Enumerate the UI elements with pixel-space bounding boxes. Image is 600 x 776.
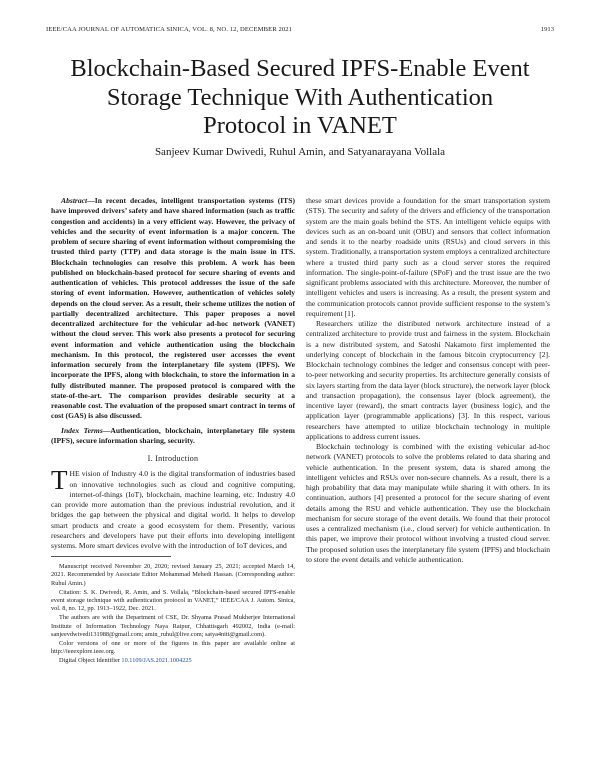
- body-paragraph: Researchers utilize the distributed network architecture instead of a centralized architecture to provide trust and fairness in the system. Blockchain is a new distributed system, and Satoshi Nakamoto first implemented the underlying concept of blockchain in the famous bitcoin cryptocurrency [2]. Blockchain technology combines the ledger and consensus concept with peer-to-peer networking and security properties. Its architecture generally consists of six layers starting from the data layer (block structure), the network layer (block and transaction propagation), the consensus layer (block agreement), the incentive layer (reward), the smart contracts layer (business logic), and the application layer (programmable applications) [3]. In this respect, various researchers have attempted to utilize blockchain technology in multiple applications to address current issues.: [306, 319, 550, 441]
- drop-cap: T: [51, 465, 68, 496]
- doi-label: Digital Object Identifier: [59, 657, 122, 665]
- body-paragraph: Blockchain technology is combined with the existing vehicular ad-hoc network (VANET) protocols to solve the problems related to data sharing and vehicle authentication. In the present system, data is shared among the intelligent vehicles and RSUs over non-secure channels. As a result, there is a high probability that data may manipulate while sharing it with others. In its continuation, authors [4] presented a protocol for the secure sharing of event details among the RSU and vehicle authentication. They use the blockchain mechanism for secure storage of the event details. We found that their protocol uses a centralized mechanism (i.e., cloud server) for vehicle authentication. In this paper, we improve their protocol without involving a trusted cloud server. The proposed solution uses the interplanetary file system (IPFS) and blockchain to store the event details and vehicle authentication.: [306, 442, 550, 564]
- index-terms-lead: Index Terms: [61, 425, 103, 435]
- abstract-lead: Abstract: [61, 196, 88, 205]
- right-column: [306, 196, 550, 565]
- running-header: [46, 26, 554, 36]
- doi-link[interactable]: 10.1109/JAS.2021.1004225: [121, 657, 192, 665]
- paper-title: [40, 55, 560, 141]
- footnote-affiliation: The authors are with the Department of CSE, Dr. Shyama Prasad Mukherjee International Institute of Information Technology Naya Raipur, Chhattisgarh 492002, India (e-mail: sanjeevdwivedi131988@gmail.com; amin_ruhul@live.com; satya4nitt@gmail.com).: [51, 614, 295, 638]
- title-line: Blockchain-Based Secured IPFS-Enable Event: [70, 55, 530, 82]
- title-line: Storage Technique With Authentication: [106, 83, 494, 111]
- footnote-doi: [51, 657, 295, 665]
- title-line: Protocol in VANET: [203, 112, 397, 139]
- section-heading: I. Introduction: [147, 454, 199, 463]
- intro-text: HE vision of Industry 4.0 is the digital transformation of industries based on innovative technologies such as cloud and cognitive computing, internet-of-things (IoT), blockchain, machine learning, etc. Industry 4.0 can provide more automation than the previous industrial revolution, and it bridges the gap between the physical and digital world. It helps to develop smart products and create a good ecosystem for them. Presently, various researchers and developers have put their efforts into developing intelligent systems. More smart devices evolve with the introduction of IoT devices, and: [51, 469, 295, 550]
- footnote-citation: Citation: S. K. Dwivedi, R. Amin, and S. Vollala, “Blockchain-based secured IPFS-enable event storage technique with authentication protocol in VANET,” IEEE/CAA J. Autom. Sinica, vol. 8, no. 12, pp. 1913–1922, Dec. 2021.: [51, 588, 295, 613]
- footnote-received: Manuscript received November 20, 2020; revised January 25, 2021; accepted March 14, 2021. Recommended by Associate Editor Mohammad Mehedi Hassan. (Corresponding author: Ruhul Amin.): [51, 563, 295, 587]
- index-terms: [51, 426, 295, 447]
- intro-paragraph: [51, 465, 295, 551]
- body-paragraph: these smart devices provide a foundation for the smart transportation system (STS). The security and safety of the drivers and efficiency of the transportation system are the main goals behind the STS. An intelligent vehicle equips with devices such as an on-board unit (OBU) and sensors that collect information and sends it to the nearby roadside units (RSUs) and cloud servers in this system. Traditionally, a transportation system employs a centralized architecture where a trusted third party such as a cloud server stores the required information. The single-point-of-failure (SPoF) and the trust issue are the two significant problems associated with this architecture. Moreover, the number of intelligent vehicles and users is increasing. As a result, the present system and the communication protocols cannot provide sufficient response to the system’s requirement [1].: [306, 196, 550, 318]
- index-terms-text: —Authentication, blockchain, interplanetary file system (IPFS), secure information sharing, security.: [51, 425, 296, 445]
- page-number: 1913: [540, 26, 554, 33]
- journal-name: IEEE/CAA JOURNAL OF AUTOMATICA SINICA, VOL. 8, NO. 12, DECEMBER 2021: [46, 26, 293, 33]
- footnote-color-versions: Color versions of one or more of the figures in this paper are available online at http://ieeexplore.ieee.org.: [51, 640, 295, 656]
- abstract: [51, 196, 295, 422]
- footnote-divider: [51, 556, 171, 557]
- abstract-text: —In recent decades, intelligent transportation systems (ITS) have improved drivers’ safety and have shared information (such as traffic congestion and accidents) in a very efficient way. However, the privacy of vehicles and the security of event information is a major concern. The problem of secure sharing of event information without compromising the trusted third party (TTP) and data storage is the main issue in ITS. Blockchain technologies can resolve this problem. A work has been published on blockchain-based protocol for secure sharing of events and authentication of vehicles. This protocol addresses the issue of the safe storing of event information. However, authentication of vehicles solely depends on the cloud server. As a result, their scheme utilizes the notion of partially decentralized architecture. This paper proposes a novel decentralized architecture for the vehicular ad-hoc network (VANET) without the cloud server. This work also presents a protocol for securing event information and vehicle authentication using the blockchain mechanism. In this protocol, the registered user accesses the event information securely from the interplanetary file system (IPFS). We incorporate the IPFS, along with blockchain, to store the information in a fully distributed manner. The proposed protocol is compared with the state-of-the-art. The comparison provides desirable security at a reasonable cost. The evaluation of the proposed smart contract in terms of cost (GAS) is also discussed.: [51, 196, 295, 421]
- left-column: [51, 196, 295, 666]
- author-list: Sanjeev Kumar Dwivedi, Ruhul Amin, and Satyanarayana Vollala: [154, 146, 446, 158]
